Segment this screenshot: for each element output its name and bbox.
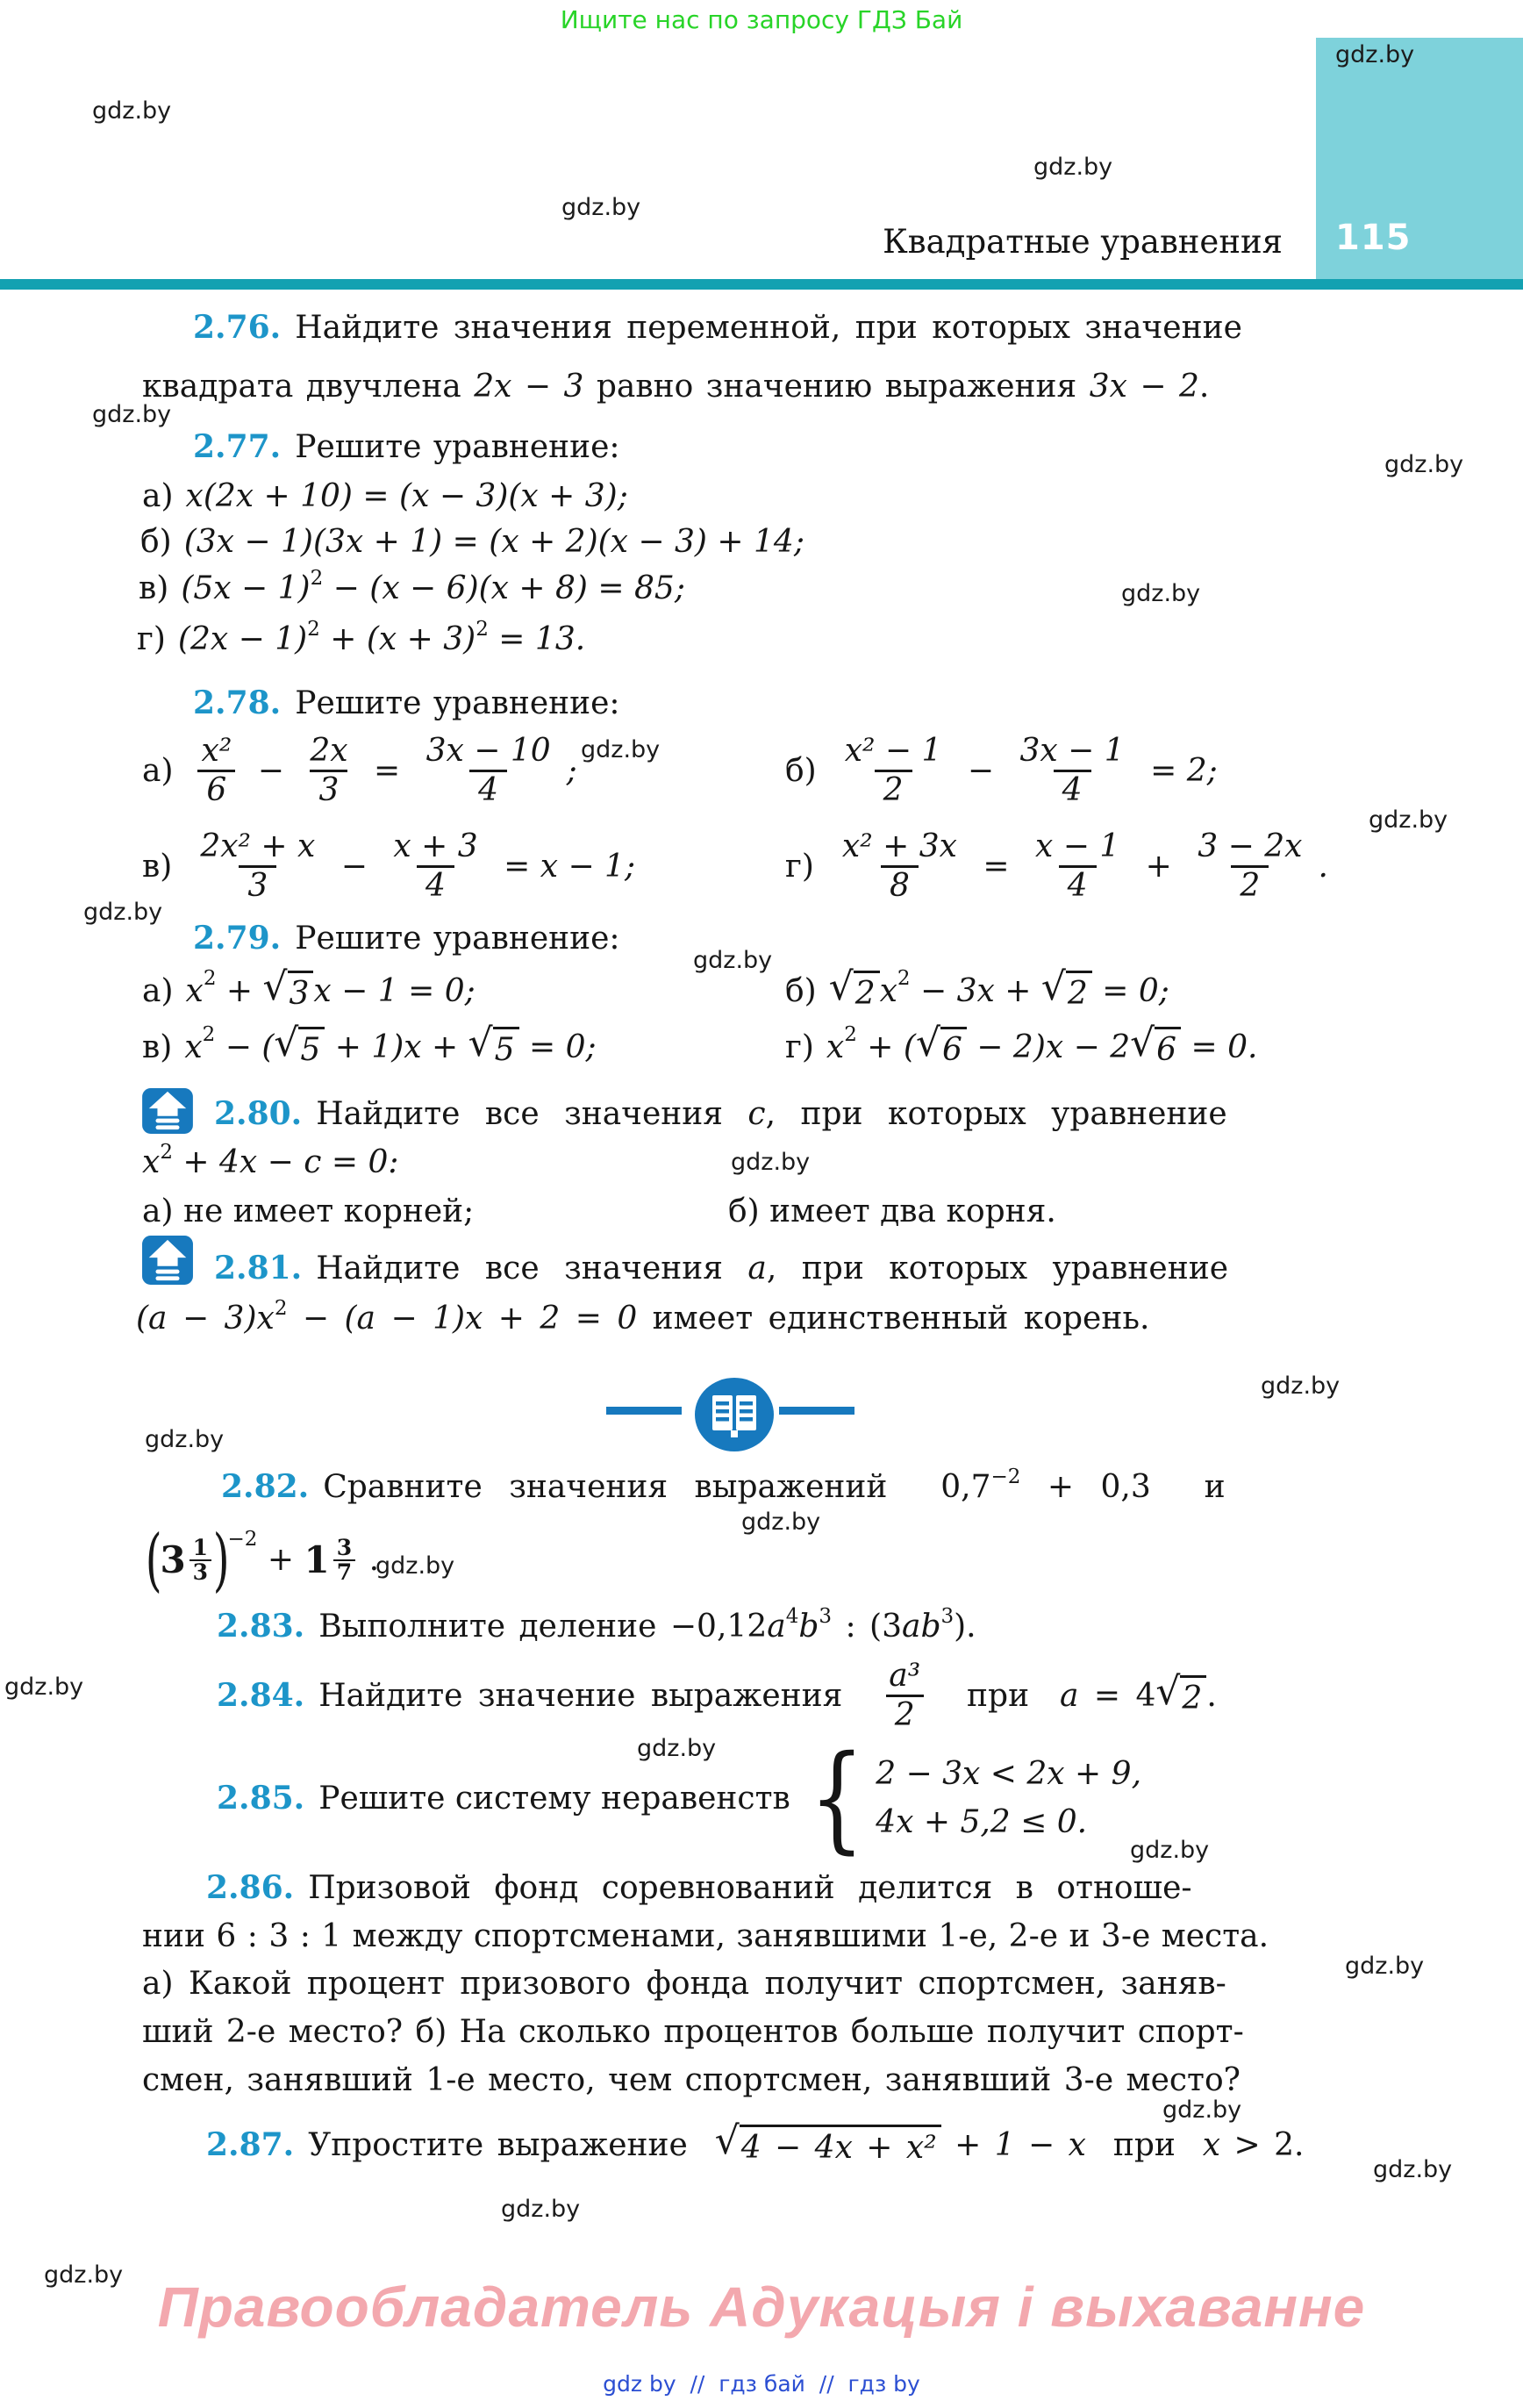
exercise-2-79-number: 2.79. xyxy=(193,920,282,957)
divider-left-bar xyxy=(606,1407,682,1415)
exercise-2-86-line2 xyxy=(142,1918,1269,1954)
formula-2-78-v: $\frac{\text{2x² + x}}{3}$ − $\frac{x + 3}{4}$ = x − 1; xyxy=(200,828,636,904)
formula-2-78-g: $\frac{\text{x² + 3x}}{8}$ = $\frac{x - 1}{4}$ + $\frac{3 - 2x}{2}$ . xyxy=(841,828,1328,904)
exercise-2-87 xyxy=(206,2113,1305,2176)
watermark-gdz: gdz.by xyxy=(693,947,773,974)
item-label-a: а) xyxy=(142,752,174,789)
exercise-2-82-line2 xyxy=(145,1520,380,1600)
exercise-2-80-number: 2.80. xyxy=(214,1095,303,1132)
exercise-2-77-item-v xyxy=(139,567,685,606)
exercise-2-83-number: 2.83. xyxy=(217,1608,305,1645)
formula-2-78-b: $\frac{\text{x² − 1}}{2}$ − $\frac{3x - 1}{4}$ = 2; xyxy=(844,733,1218,808)
exercise-2-86-text4: ший 2-е место? б) На сколько процентов больше получит спорт- xyxy=(142,2014,1244,2050)
item-label-b: б) xyxy=(785,972,817,1009)
system-row-1: 2 − 3x < 2x + 9, xyxy=(876,1756,1142,1792)
formula-2-78-a: $\frac{\text{x²}}{6}$ − $\frac{2x}{3}$ = $\frac{3x - 10}{4}$ ; xyxy=(186,733,577,808)
exercise-2-76-number: 2.76. xyxy=(193,309,282,346)
watermark-gdz: gdz.by xyxy=(1121,580,1201,607)
watermark-gdz: gdz.by xyxy=(501,2196,581,2223)
watermark-gdz: gdz.by xyxy=(1033,154,1113,181)
exercise-2-81-line2 xyxy=(136,1294,1149,1343)
exercise-2-77-title: Решите уравнение: xyxy=(295,428,620,465)
watermark-gdz: gdz.by xyxy=(561,194,641,221)
watermark-gdz: gdz.by xyxy=(375,1552,455,1580)
watermark-gdz: gdz.by xyxy=(1130,1837,1210,1864)
exercise-2-86-line3 xyxy=(142,1966,1226,2002)
exercise-2-85 xyxy=(217,1730,1142,1866)
exercise-2-80-text: Найдите все значения c , при которых уравнение xyxy=(316,1095,1227,1132)
watermark-gdz: gdz.by xyxy=(4,1673,84,1701)
exercise-2-77-heading xyxy=(193,428,620,465)
arrow-up-book-icon xyxy=(142,1236,193,1288)
exercise-2-79-item-a xyxy=(142,965,475,1016)
exercise-2-80-item-a-text: а) не имеет корней; xyxy=(142,1193,475,1229)
exercise-2-76-line1 xyxy=(193,309,1242,346)
exercise-2-81-number: 2.81. xyxy=(214,1250,303,1286)
exercise-2-78-heading xyxy=(193,684,620,721)
exercise-2-85-number: 2.85. xyxy=(217,1780,305,1817)
formula-2-80: x 2 + 4x − c = 0: xyxy=(142,1140,399,1180)
watermark-gdz: gdz.by xyxy=(44,2261,124,2289)
chapter-title: Квадратные уравнения xyxy=(883,223,1283,261)
page-number: 115 xyxy=(1335,218,1412,258)
exercise-2-84 xyxy=(217,1657,1217,1734)
exercise-2-86-text1: Призовой фонд соревнований делится в отноше- xyxy=(308,1869,1192,1906)
exercise-2-83 xyxy=(217,1604,976,1645)
exercise-2-80-item-a xyxy=(142,1193,474,1229)
formula-2-77-g: (2x − 1) 2 + (x + 3) 2 = 13. xyxy=(177,618,586,657)
exercise-2-86-line1 xyxy=(206,1869,1192,1906)
exercise-2-79-item-g xyxy=(785,1020,1257,1074)
watermark-gdz: gdz.by xyxy=(83,899,163,926)
exercise-2-80-equation xyxy=(142,1137,399,1186)
exercise-2-86-text5: смен, занявший 1-е место, чем спортсмен, занявший 3-е место? xyxy=(142,2062,1241,2098)
exercise-2-76-line2: квадрата двучлена 2x − 3 равно значению выражения 3x − 2 . xyxy=(142,369,1210,405)
exercise-2-82-line1 xyxy=(221,1465,1226,1505)
exercise-2-78-number: 2.78. xyxy=(193,684,282,721)
exercise-2-82-number: 2.82. xyxy=(221,1468,310,1505)
exercise-2-80-line1 xyxy=(214,1095,1227,1132)
exercise-2-86-number: 2.86. xyxy=(206,1869,295,1906)
exercise-2-78-title: Решите уравнение: xyxy=(295,684,620,721)
arrow-up-book-icon xyxy=(142,1088,193,1137)
item-label-a: а) xyxy=(142,478,174,514)
exercise-2-79-item-b xyxy=(785,965,1169,1016)
exercise-2-86-line4 xyxy=(142,2014,1244,2050)
watermark-gdz: gdz.by xyxy=(1261,1372,1341,1400)
formula-2-81: (a − 3)x 2 − (a − 1)x + 2 = 0 имеет единственный корень. xyxy=(136,1296,1150,1337)
item-label-g: г) xyxy=(137,621,166,657)
exercise-2-76-text: Найдите значения переменной, при которых значение xyxy=(295,309,1242,346)
watermark-gdz: gdz.by xyxy=(1369,806,1448,834)
exercise-2-87-number: 2.87. xyxy=(206,2126,295,2163)
top-banner-text: Ищите нас по запросу ГДЗ Бай xyxy=(560,5,963,34)
exercise-2-80-item-b xyxy=(728,1193,1056,1229)
watermark-gdz: gdz.by xyxy=(1162,2096,1242,2124)
exercise-2-82-text: Сравните значения выражений 0,7 −2 + 0,3 и xyxy=(323,1465,1226,1505)
exercise-2-78-item-g xyxy=(785,821,1328,912)
footer-links[interactable]: gdz by // гдз бай // гдз by xyxy=(603,2371,920,2397)
watermark-gdz: gdz.by xyxy=(731,1149,811,1176)
exercise-2-77-item-a xyxy=(142,478,628,514)
copyright-text: Правообладатель Адукацыя і выхаванне xyxy=(157,2275,1366,2339)
exercise-2-77-number: 2.77. xyxy=(193,428,282,465)
watermark-gdz: gdz.by xyxy=(1345,1953,1425,1980)
formula-2-82: ( 3 $\frac{1}{3}$ ) −2 + 1 $\frac{3}{7}$ . xyxy=(145,1520,380,1600)
watermark-gdz: gdz.by xyxy=(1373,2156,1453,2183)
item-label-v: в) xyxy=(139,570,169,606)
exercise-2-81-text: Найдите все значения a , при которых уравнение xyxy=(316,1250,1229,1286)
exercise-2-84-number: 2.84. xyxy=(217,1677,305,1714)
watermark-gdz: gdz.by xyxy=(741,1509,821,1536)
formula-2-77-b: (3x − 1)(3x + 1) = (x + 2)(x − 3) + 14; xyxy=(183,524,804,560)
watermark-gdz: gdz.by xyxy=(92,401,172,428)
exercise-2-80-item-b-text: б) имеет два корня. xyxy=(728,1193,1056,1229)
header-rule xyxy=(0,279,1523,290)
item-label-a: а) xyxy=(142,972,174,1009)
item-label-b: б) xyxy=(140,524,172,560)
exercise-2-78-item-a xyxy=(142,725,577,816)
exercise-2-86-line5 xyxy=(142,2062,1241,2098)
item-label-b: б) xyxy=(785,752,817,789)
exercise-2-79-heading xyxy=(193,920,620,957)
system-row-2: 4x + 5,2 ≤ 0. xyxy=(876,1804,1088,1840)
exercise-2-79-item-v xyxy=(142,1020,597,1074)
watermark-gdz: gdz.by xyxy=(1335,41,1415,68)
open-book-icon xyxy=(695,1378,774,1455)
formula-2-83: Выполните деление −0,12 a 4 b 3 : (3 ab 3 ). xyxy=(318,1604,976,1645)
exercise-2-77-item-b xyxy=(140,524,804,560)
formula-2-84: Найдите значение выражения $\frac{\text{a³}}{2}$ при a = 4 √ 2 . xyxy=(318,1658,1217,1733)
exercise-2-86-text2: нии 6 : 3 : 1 между спортсменами, занявшими 1-е, 2-е и 3-е места. xyxy=(142,1918,1269,1954)
formula-2-77-v: (5x − 1) 2 − (x − 6)(x + 8) = 85; xyxy=(181,567,685,606)
watermark-gdz: gdz.by xyxy=(92,97,172,125)
formula-2-79-v: x 2 − ( √ 5 + 1)x + √ 5 = 0; xyxy=(184,1020,597,1068)
formula-2-79-b: √ 2 x 2 − 3x + √ 2 = 0; xyxy=(828,964,1169,1012)
divider-right-bar xyxy=(779,1407,854,1415)
item-label-v: в) xyxy=(142,848,173,885)
exercise-2-86-text3: а) Какой процент призового фонда получит спортсмен, заняв- xyxy=(142,1966,1226,2002)
formula-2-87: Упростите выражение √ 4 − 4x + x² + 1 − x при x > 2. xyxy=(308,2118,1305,2166)
system-brace: { xyxy=(809,1730,865,1866)
watermark-gdz: gdz.by xyxy=(145,1426,225,1453)
item-label-g: г) xyxy=(785,1028,814,1065)
exercise-2-81-line1 xyxy=(214,1250,1228,1286)
item-label-g: г) xyxy=(785,848,814,885)
exercise-2-77-item-g xyxy=(137,618,586,657)
formula-2-79-g: x 2 + ( √ 6 − 2)x − 2 √ 6 = 0. xyxy=(826,1020,1258,1068)
watermark-gdz: gdz.by xyxy=(581,736,661,763)
watermark-gdz: gdz.by xyxy=(637,1735,717,1762)
inequality-system xyxy=(800,1730,1142,1866)
formula-2-79-a: x 2 + √ 3 x − 1 = 0; xyxy=(185,964,475,1012)
formula-2-77-a: x(2x + 10) = (x − 3)(x + 3); xyxy=(185,478,628,514)
exercise-2-78-item-v xyxy=(142,821,635,912)
watermark-gdz: gdz.by xyxy=(1384,451,1464,478)
exercise-2-85-title: Решите систему неравенств xyxy=(318,1780,801,1817)
item-label-v: в) xyxy=(142,1028,173,1065)
exercise-2-78-item-b xyxy=(785,725,1218,816)
exercise-2-79-title: Решите уравнение: xyxy=(295,920,620,957)
